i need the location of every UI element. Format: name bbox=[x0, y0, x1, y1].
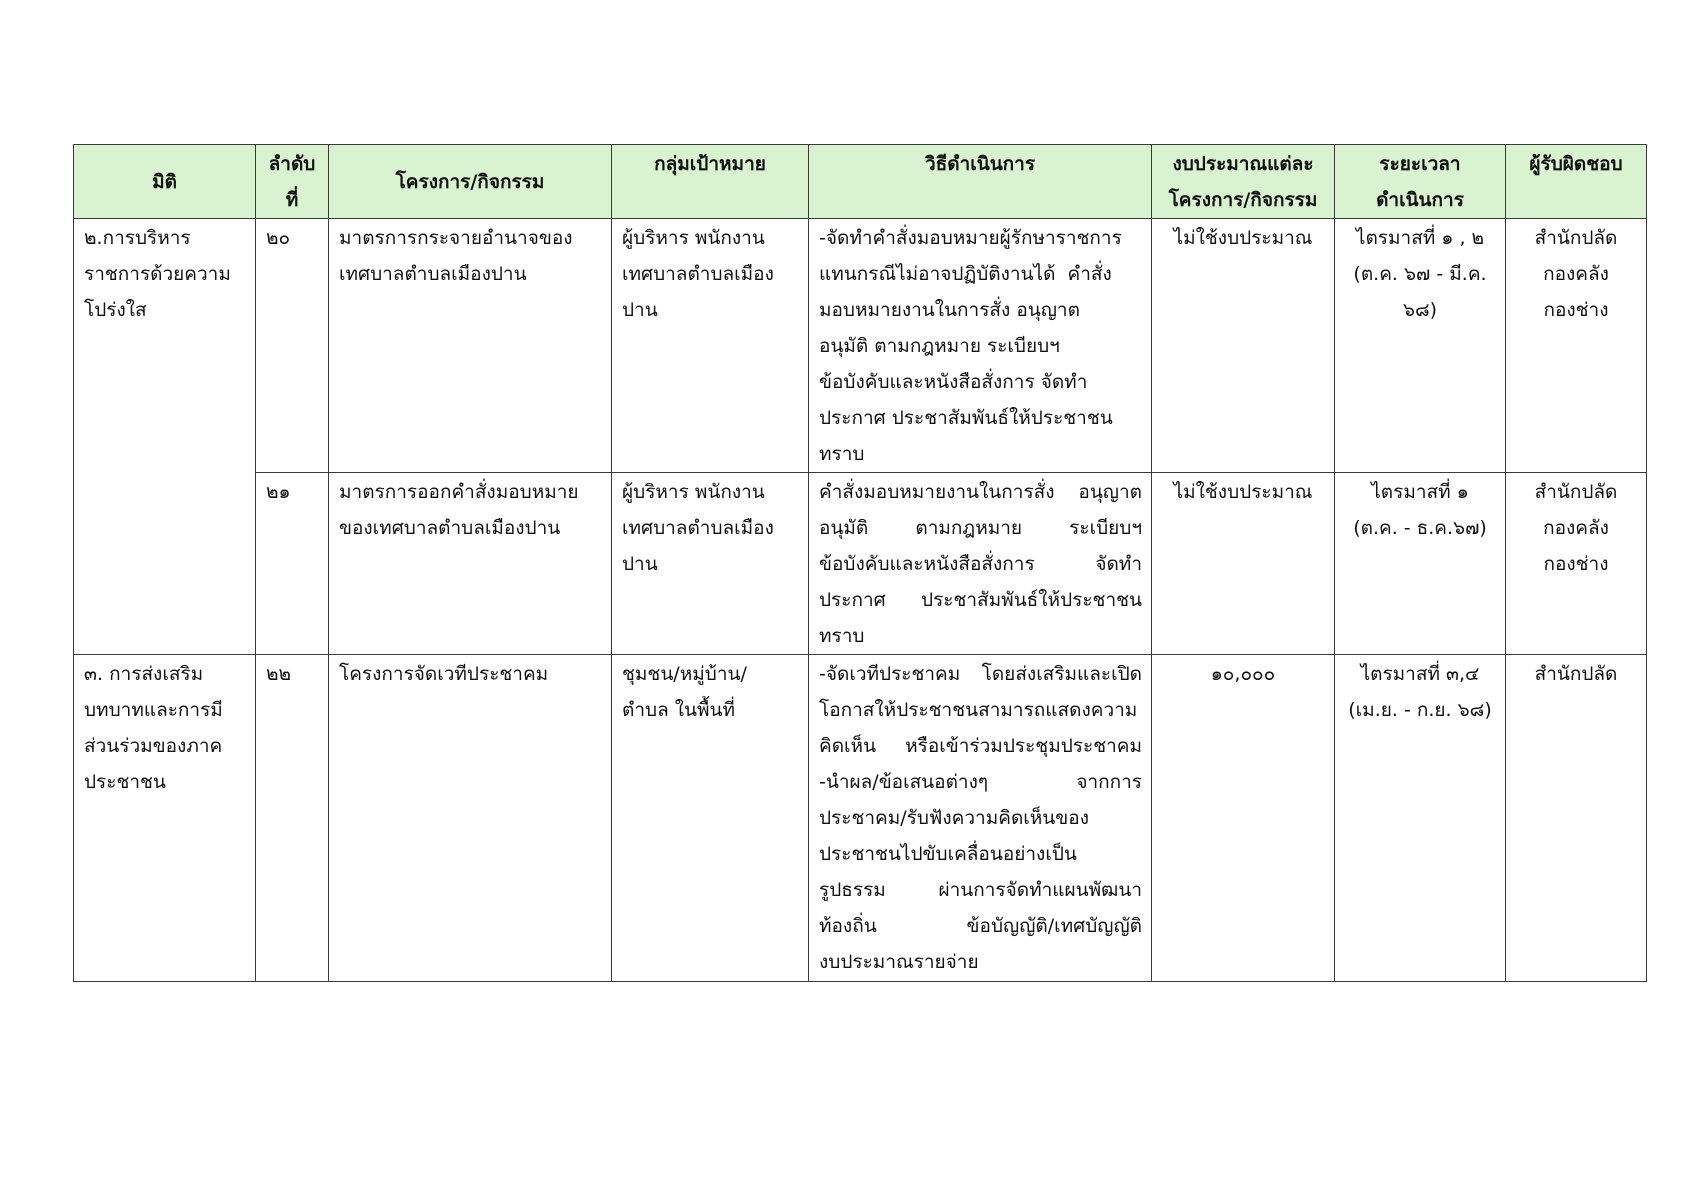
method-line: อนุมัติ ตามกฎหมาย ระเบียบฯ bbox=[819, 335, 1060, 357]
responsible-unit: กองคลัง bbox=[1543, 517, 1609, 539]
period-line: ไตรมาสที่ ๓,๔ bbox=[1360, 663, 1480, 685]
dimension-text: บทบาทและการมี bbox=[84, 699, 223, 721]
header-target-label: กลุ่มเป้าหมาย bbox=[654, 153, 766, 175]
responsible-cell bbox=[1506, 219, 1647, 473]
header-dimension bbox=[74, 145, 256, 219]
responsible-unit: กองคลัง bbox=[1543, 263, 1609, 285]
target-group: ชุมชน/หมู่บ้าน/ bbox=[622, 663, 747, 685]
project-plan-table bbox=[73, 144, 1647, 982]
header-period-label: ดำเนินการ bbox=[1376, 189, 1464, 211]
responsible-unit: สำนักปลัด bbox=[1534, 227, 1618, 249]
target-cell bbox=[612, 655, 809, 982]
responsible-cell bbox=[1506, 473, 1647, 655]
table-row bbox=[74, 655, 1647, 982]
target-group: เทศบาลตำบลเมือง bbox=[622, 263, 774, 285]
dimension-cell bbox=[74, 655, 256, 982]
project-name: ของเทศบาลตำบลเมืองปาน bbox=[339, 517, 561, 539]
responsible-unit: สำนักปลัด bbox=[1534, 481, 1618, 503]
method-cell bbox=[809, 655, 1152, 982]
order-number: ๒๑ bbox=[266, 481, 291, 503]
order-number: ๒๐ bbox=[266, 227, 291, 249]
method-line: ประกาศ ประชาสัมพันธ์ให้ประชาชน bbox=[819, 407, 1113, 429]
target-group: ผู้บริหาร พนักงาน bbox=[622, 481, 765, 503]
period-line: (ต.ค. ๖๗ - มี.ค. bbox=[1353, 263, 1487, 285]
method-line: มอบหมายงานในการสั่ง อนุญาต bbox=[819, 299, 1080, 321]
method-line: รูปธรรม ผ่านการจัดทำแผนพัฒนา bbox=[819, 879, 1142, 901]
table-row bbox=[74, 473, 1647, 655]
method-line: ข้อบังคับและหนังสือสั่งการ จัดทำ bbox=[819, 553, 1142, 575]
method-line: แทนกรณีไม่อาจปฏิบัติงานได้ คำสั่ง bbox=[819, 263, 1112, 285]
period-line: (เม.ย. - ก.ย. ๖๘) bbox=[1348, 699, 1492, 721]
period-cell bbox=[1335, 655, 1506, 982]
header-budget bbox=[1152, 145, 1335, 219]
dimension-text: ๒.การบริหาร bbox=[84, 227, 191, 249]
header-project-label: โครงการ/กิจกรรม bbox=[395, 171, 545, 193]
responsible-cell bbox=[1506, 655, 1647, 982]
order-cell bbox=[256, 219, 329, 473]
dimension-text: ประชาชน bbox=[84, 771, 166, 793]
header-order bbox=[256, 145, 329, 219]
header-responsible bbox=[1506, 145, 1647, 219]
method-line: ท้องถิ่น ข้อบัญญัติ/เทศบัญญัติ bbox=[819, 915, 1142, 937]
dimension-cell bbox=[74, 219, 256, 655]
dimension-text: ราชการด้วยความ bbox=[84, 263, 231, 285]
target-cell bbox=[612, 473, 809, 655]
project-cell bbox=[329, 655, 612, 982]
responsible-unit: กองช่าง bbox=[1543, 553, 1609, 575]
header-order-label: ลำดับ bbox=[268, 153, 316, 175]
table-header-row bbox=[74, 145, 1647, 219]
method-cell bbox=[809, 473, 1152, 655]
period-line: ไตรมาสที่ ๑ bbox=[1371, 481, 1469, 503]
budget-cell bbox=[1152, 473, 1335, 655]
budget-cell bbox=[1152, 219, 1335, 473]
order-number: ๒๒ bbox=[266, 663, 292, 685]
target-cell bbox=[612, 219, 809, 473]
target-group: ปาน bbox=[622, 299, 658, 321]
project-name: โครงการจัดเวทีประชาคม bbox=[339, 663, 549, 685]
budget-cell bbox=[1152, 655, 1335, 982]
target-group: ผู้บริหาร พนักงาน bbox=[622, 227, 765, 249]
header-dimension-label: มิติ bbox=[152, 171, 177, 193]
header-budget-label: โครงการ/กิจกรรม bbox=[1168, 189, 1318, 211]
period-cell bbox=[1335, 473, 1506, 655]
method-line: ประชาคม/รับฟังความคิดเห็นของ bbox=[819, 807, 1089, 829]
method-line: ประชาชนไปขับเคลื่อนอย่างเป็น bbox=[819, 843, 1077, 865]
budget-value: ไม่ใช้งบประมาณ bbox=[1173, 481, 1313, 503]
method-line: โอกาสให้ประชาชนสามารถแสดงความ bbox=[819, 699, 1138, 721]
table-row bbox=[74, 219, 1647, 473]
target-group: เทศบาลตำบลเมือง bbox=[622, 517, 774, 539]
project-cell bbox=[329, 219, 612, 473]
period-line: ๖๘) bbox=[1402, 299, 1438, 321]
header-method bbox=[809, 145, 1152, 219]
method-line: ประกาศ ประชาสัมพันธ์ให้ประชาชน bbox=[819, 589, 1142, 611]
budget-value: ๑๐,๐๐๐ bbox=[1210, 663, 1276, 685]
dimension-text: ส่วนร่วมของภาค bbox=[84, 735, 223, 757]
project-cell bbox=[329, 473, 612, 655]
budget-value: ไม่ใช้งบประมาณ bbox=[1173, 227, 1313, 249]
header-budget-label: งบประมาณแต่ละ bbox=[1172, 153, 1314, 175]
responsible-unit: สำนักปลัด bbox=[1534, 663, 1618, 685]
header-period-label: ระยะเวลา bbox=[1379, 153, 1461, 175]
period-line: ไตรมาสที่ ๑ , ๒ bbox=[1355, 227, 1485, 249]
method-line: ทราบ bbox=[819, 625, 865, 647]
method-line: -จัดทำคำสั่งมอบหมายผู้รักษาราชการ bbox=[819, 227, 1122, 249]
order-cell bbox=[256, 655, 329, 982]
header-method-label: วิธีดำเนินการ bbox=[924, 153, 1036, 175]
method-line: -จัดเวทีประชาคม โดยส่งเสริมและเปิด bbox=[819, 663, 1142, 685]
header-project bbox=[329, 145, 612, 219]
target-group: ตำบล ในพื้นที่ bbox=[622, 699, 736, 721]
project-name: มาตรการออกคำสั่งมอบหมาย bbox=[339, 481, 579, 503]
method-line: คิดเห็น หรือเข้าร่วมประชุมประชาคม bbox=[819, 735, 1142, 757]
method-line: งบประมาณรายจ่าย bbox=[819, 951, 979, 973]
method-line: -นำผล/ข้อเสนอต่างๆ จากการ bbox=[819, 771, 1142, 793]
method-line: คำสั่งมอบหมายงานในการสั่ง อนุญาต bbox=[819, 481, 1142, 503]
method-line: อนุมัติ ตามกฎหมาย ระเบียบฯ bbox=[819, 517, 1142, 539]
method-line: ทราบ bbox=[819, 443, 865, 465]
method-cell bbox=[809, 219, 1152, 473]
dimension-text: ๓. การส่งเสริม bbox=[84, 663, 204, 685]
target-group: ปาน bbox=[622, 553, 658, 575]
project-name: เทศบาลตำบลเมืองปาน bbox=[339, 263, 527, 285]
order-cell bbox=[256, 473, 329, 655]
header-target bbox=[612, 145, 809, 219]
project-name: มาตรการกระจายอำนาจของ bbox=[339, 227, 573, 249]
responsible-unit: กองช่าง bbox=[1543, 299, 1609, 321]
header-order-label: ที่ bbox=[285, 189, 299, 211]
method-line: ข้อบังคับและหนังสือสั่งการ จัดทำ bbox=[819, 371, 1088, 393]
header-responsible-label: ผู้รับผิดชอบ bbox=[1529, 153, 1623, 175]
period-line: (ต.ค. - ธ.ค.๖๗) bbox=[1353, 517, 1487, 539]
period-cell bbox=[1335, 219, 1506, 473]
dimension-text: โปร่งใส bbox=[84, 299, 147, 321]
header-period bbox=[1335, 145, 1506, 219]
